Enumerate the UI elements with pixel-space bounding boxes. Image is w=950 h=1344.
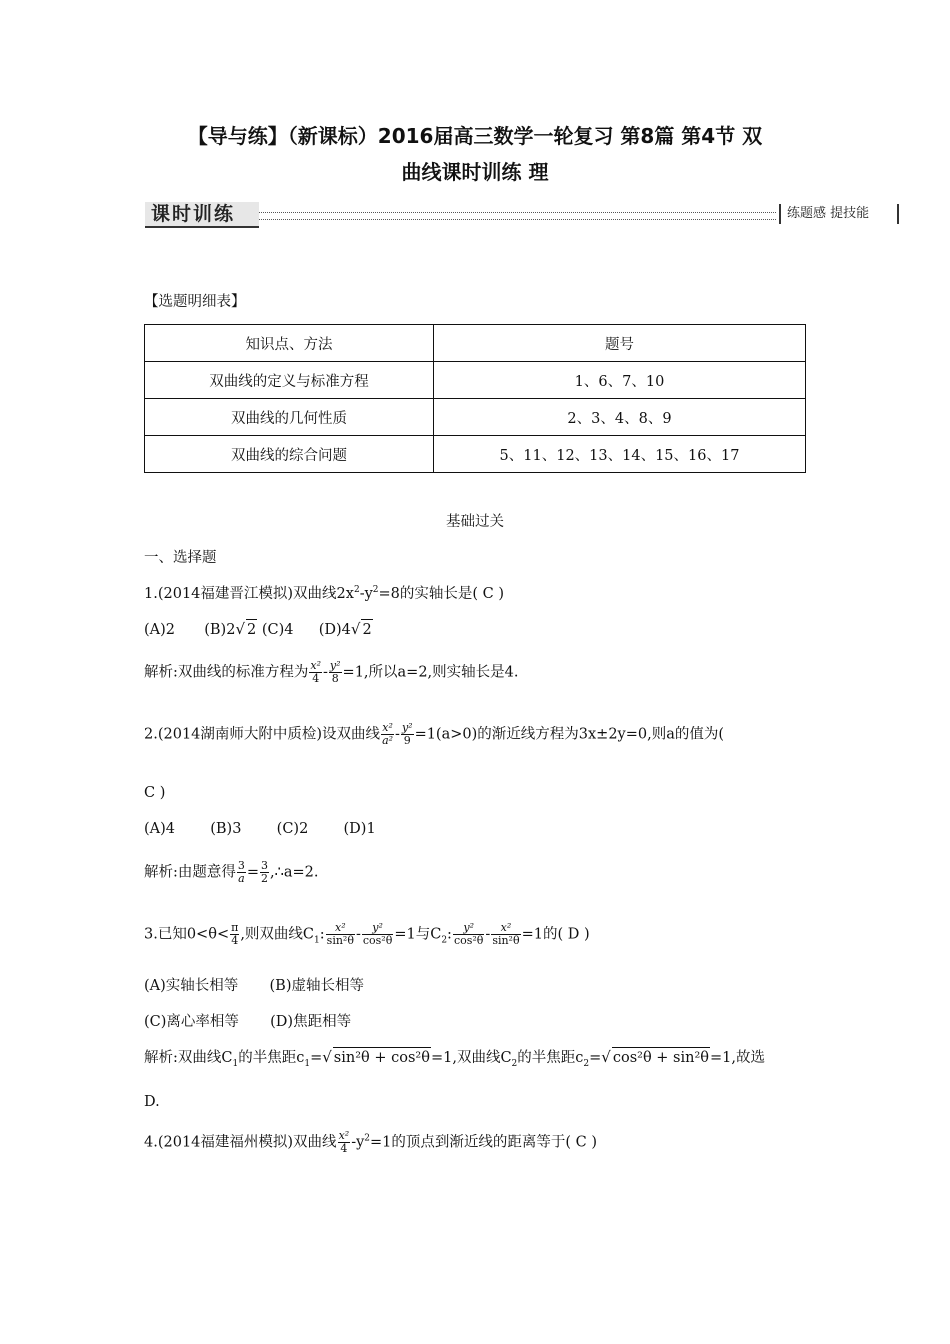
superscript: 2 xyxy=(372,585,379,596)
table-row xyxy=(145,362,806,399)
q4-stem-part: =1的顶点到渐近线的距离等于( C ) xyxy=(370,1134,598,1151)
question-1-stem xyxy=(144,584,504,604)
solution-text: 解析:双曲线C xyxy=(144,1050,233,1066)
solution-text: 解析:双曲线的标准方程为 xyxy=(144,664,309,681)
question-2-stem: 2.(2014湖南师大附中质检)设双曲线 $\frac{\text{x²}}{\text{a²}}$ - $\frac{\text{y²}}{9}$ =1(a>0)的渐近线方程为3x±2y=0,则a的值为( xyxy=(144,721,725,747)
question-3-solution: 解析:双曲线$C_1$的半焦距$c_1=√$ sin²θ + cos²θ=1,双曲线$C_2$的半焦距$c_2=√$ cos²θ + sin²θ=1,故选 xyxy=(144,1048,766,1069)
fraction: $\frac{\text{x²}}{4}$ xyxy=(310,659,322,685)
question-1-options: (A)2 (B)2√ 2 (C)4 (D)4√ 2 xyxy=(144,620,372,638)
option-b: (B)3 xyxy=(210,821,242,837)
q1-stem-part: 1.(2014福建晋江模拟)双曲线2x xyxy=(144,586,354,602)
fraction: $\frac{\text{x²}}{\text{sin²θ}}$ xyxy=(492,921,520,947)
option-c: (C)离心率相等 xyxy=(144,1014,239,1030)
q3-stem-part: 3.已知0<θ< xyxy=(144,926,230,943)
fraction: $\frac{\text{y²}}{\text{cos²θ}}$ xyxy=(453,921,484,947)
q1-stem-part: -y xyxy=(359,586,373,602)
document-title-line-1: 【导与练】（新课标）2016届高三数学一轮复习 第8篇 第4节 双 xyxy=(187,124,763,148)
section-banner xyxy=(145,202,890,228)
table-header-row xyxy=(145,325,806,362)
q2-stem-part: 2.(2014湖南师大附中质检)设双曲线 xyxy=(144,726,381,743)
fraction: $\frac{\text{y²}}{8}$ xyxy=(329,659,341,685)
option-d: (D)4 xyxy=(318,622,351,638)
sqrt-radicand: sin²θ + cos²θ xyxy=(333,1047,431,1068)
banner-slogan: 练题感 提技能 xyxy=(779,204,899,224)
fraction: $\frac{\text{y²}}{\text{cos²θ}}$ xyxy=(362,921,393,947)
option-c: (C)2 xyxy=(276,821,309,837)
document-title-line-2: 曲线课时训练 理 xyxy=(401,160,549,184)
question-3-stem: 3.已知0<θ< $\frac{\pi}{4}$ ,则双曲线$C_1$: $\frac{\text{x²}}{\text{sin²θ}}$ - $\frac{\text{y²}}{\text{cos²θ}}$ =1与$C_2$: $\frac{\text{y²}}{\text{cos²θ}}$ - $\frac{\text{x²}}{\text{sin²θ}}$ =1的( D ) xyxy=(144,921,590,947)
banner-divider xyxy=(259,212,776,220)
fraction: $\frac{\text{x²}}{\text{sin²θ}}$ xyxy=(326,921,354,947)
solution-text: =1,所以a=2,则实轴长是4. xyxy=(342,664,519,681)
sqrt-radicand: 2 xyxy=(246,619,257,640)
superscript: 2 xyxy=(353,585,360,596)
option-d: (D)1 xyxy=(343,821,376,837)
section-heading: 基础过关 xyxy=(446,514,504,530)
question-2-answer: C ) xyxy=(144,785,166,801)
fraction: $\frac{\text{x²}}{\text{a²}}$ xyxy=(382,721,394,747)
solution-text: =1,双曲线C xyxy=(430,1050,512,1066)
table-cell: 双曲线的综合问题 xyxy=(145,436,434,473)
solution-text: 的半焦距c xyxy=(238,1050,305,1066)
table-cell: 1、6、7、10 xyxy=(434,362,806,399)
fraction: $\frac{\pi}{4}$ xyxy=(231,921,239,947)
question-3-options-row-1 xyxy=(144,976,364,996)
fraction: $\frac{3}{a}$ xyxy=(237,859,245,885)
option-b: (B)虚轴长相等 xyxy=(269,978,364,994)
table-row xyxy=(145,399,806,436)
banner-label: 课时训练 xyxy=(145,202,259,228)
table-cell: 双曲线的几何性质 xyxy=(145,399,434,436)
solution-text: ,∴a=2. xyxy=(270,864,319,881)
topic-table xyxy=(144,324,806,473)
option-d: (D)焦距相等 xyxy=(270,1014,352,1030)
table-title: 【选题明细表】 xyxy=(144,294,246,310)
fraction: $\frac{\text{y²}}{9}$ xyxy=(401,721,413,747)
table-row xyxy=(145,436,806,473)
table-cell: 5、11、12、13、14、15、16、17 xyxy=(434,436,806,473)
question-4-stem: 4.(2014福建福州模拟)双曲线 $\frac{\text{x²}}{4}$ $-y^2=1$的顶点到渐近线的距离等于( C ) xyxy=(144,1129,598,1155)
option-a: (A)实轴长相等 xyxy=(144,978,239,994)
table-cell: 2、3、4、8、9 xyxy=(434,399,806,436)
option-a: (A)2 xyxy=(144,622,176,638)
sqrt-radicand: cos²θ + sin²θ xyxy=(612,1047,710,1068)
subsection-heading: 一、选择题 xyxy=(144,550,217,566)
solution-text: =1,故选 xyxy=(710,1050,766,1066)
q3-stem-part: =1的( D ) xyxy=(521,926,590,943)
solution-text: 解析:由题意得 xyxy=(144,864,236,881)
solution-text: 的半焦距c xyxy=(517,1050,584,1066)
q4-stem-part: 4.(2014福建福州模拟)双曲线 xyxy=(144,1134,337,1151)
q3-stem-part: ,则双曲线C xyxy=(240,926,315,943)
question-2-options xyxy=(144,819,376,839)
sqrt-radicand: 2 xyxy=(361,619,372,640)
q1-stem-part: =8的实轴长是( C ) xyxy=(378,586,505,602)
fraction: $\frac{3}{2}$ xyxy=(261,859,269,885)
table-header-cell: 知识点、方法 xyxy=(145,325,434,362)
option-c: (C)4 xyxy=(261,622,294,638)
q3-stem-part: =1与C xyxy=(394,926,442,943)
option-b: (B)2 xyxy=(204,622,236,638)
table-cell: 双曲线的定义与标准方程 xyxy=(145,362,434,399)
question-1-solution: 解析:双曲线的标准方程为 $\frac{\text{x²}}{4}$ - $\frac{\text{y²}}{8}$ =1,所以a=2,则实轴长是4. xyxy=(144,659,519,685)
question-2-solution: 解析:由题意得 $\frac{3}{a}$ = $\frac{3}{2}$ ,∴a=2. xyxy=(144,859,319,885)
fraction: $\frac{\text{x²}}{4}$ xyxy=(338,1129,350,1155)
question-3-options-row-2 xyxy=(144,1012,351,1032)
table-header-cell: 题号 xyxy=(434,325,806,362)
q4-stem-part: -y xyxy=(351,1134,365,1151)
q2-stem-part: =1(a>0)的渐近线方程为3x±2y=0,则a的值为( xyxy=(414,726,725,743)
question-3-solution-tail: D. xyxy=(144,1094,160,1110)
option-a: (A)4 xyxy=(144,821,176,837)
